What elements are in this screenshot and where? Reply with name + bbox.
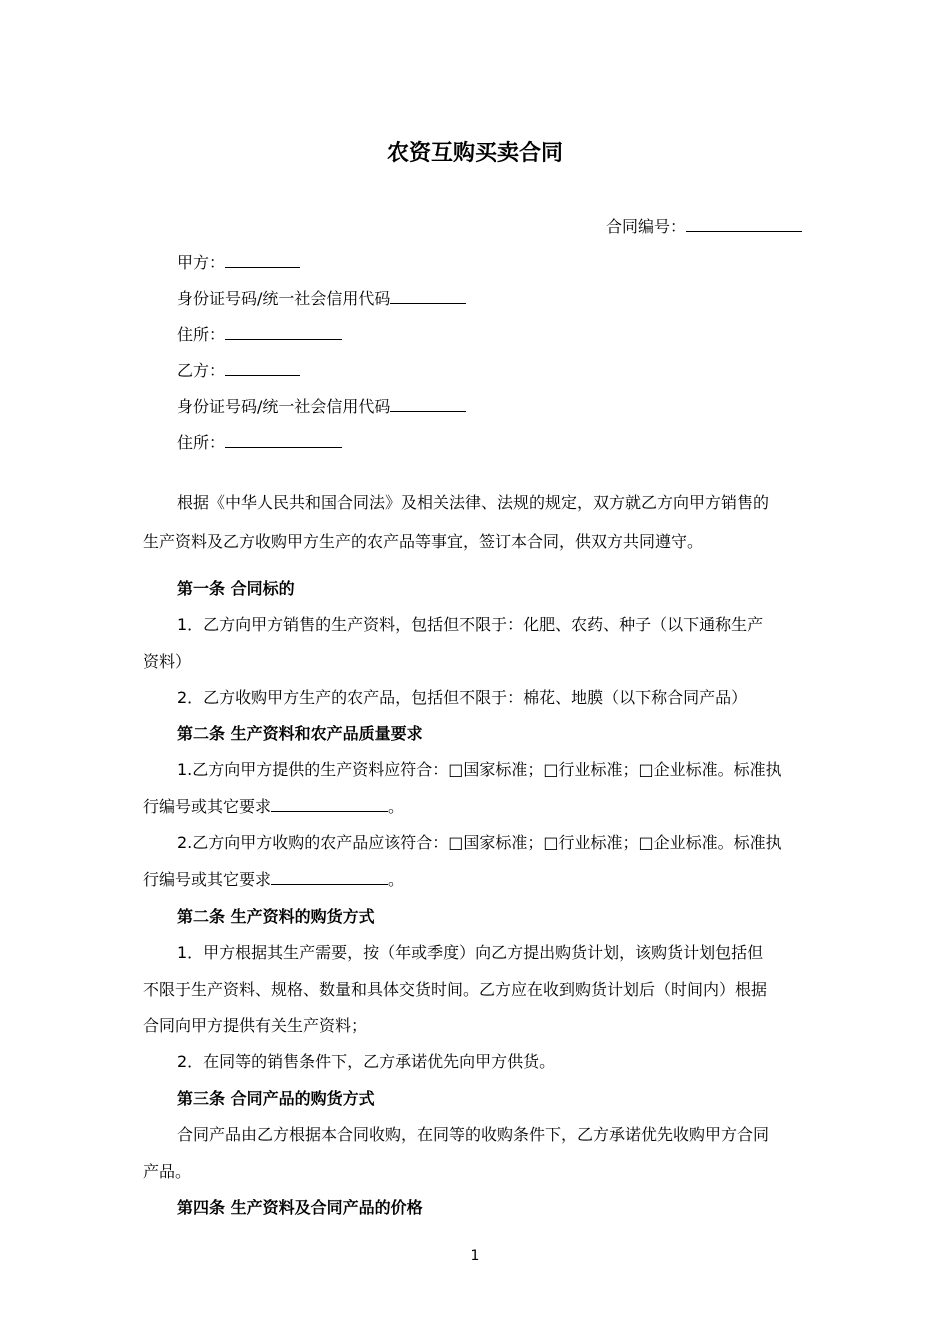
article-3-p2: 2．在同等的销售条件下，乙方承诺优先向甲方供货。 [177,1052,556,1071]
article-4-p1-line-1: 合同产品由乙方根据本合同收购，在同等的收购条件下，乙方承诺优先收购甲方合同 [177,1125,770,1144]
article-2-p1-text: 行编号或其它要求 [143,797,272,816]
page-number: 1 [470,1248,480,1264]
article-4-heading: 第三条 合同产品的购货方式 [177,1089,375,1108]
article-2-p2-line-2 [143,868,404,892]
party-a-address-blank[interactable] [225,323,342,340]
party-b-id-label: 身份证号码/统一社会信用代码 [177,397,391,416]
party-b-address [177,431,342,455]
party-b-address-blank[interactable] [225,431,342,448]
party-a-id-label: 身份证号码/统一社会信用代码 [177,289,391,308]
party-b-id-blank[interactable] [390,395,466,412]
party-b-id [177,395,466,419]
article-2-heading: 第二条 生产资料和农产品质量要求 [177,724,423,743]
article-2-p2-line-1: 2.乙方向甲方收购的农产品应该符合：□国家标准；□行业标准；□企业标准。标准执 [177,833,782,852]
article-2-p1-period: 。 [388,797,405,816]
contract-number-label: 合同编号： [606,217,687,236]
party-a-id [177,287,466,311]
party-a-blank[interactable] [225,251,300,268]
article-1-p2: 2．乙方收购甲方生产的农产品，包括但不限于：棉花、地膜（以下称合同产品） [177,688,748,707]
article-4-p1-line-2: 产品。 [143,1162,192,1181]
party-b-address-label: 住所： [177,433,226,452]
article-2-p1-line-2 [143,795,404,819]
party-b-blank[interactable] [225,359,300,376]
article-2-p1-line-1: 1.乙方向甲方提供的生产资料应符合：□国家标准；□行业标准；□企业标准。标准执 [177,760,782,779]
contract-number [606,215,802,239]
article-2-p1-blank[interactable] [271,795,388,812]
party-a-address-label: 住所： [177,325,226,344]
article-3-heading: 第二条 生产资料的购货方式 [177,907,375,926]
article-1-p1-line-2: 资料） [143,652,192,671]
article-1-heading: 第一条 合同标的 [177,579,295,598]
article-5-heading: 第四条 生产资料及合同产品的价格 [177,1198,423,1217]
document-title: 农资互购买卖合同 [386,141,563,166]
article-3-p1-line-2: 不限于生产资料、规格、数量和具体交货时间。乙方应在收到购货计划后（时间内）根据 [143,980,768,999]
party-a-address [177,323,342,347]
article-2-p2-blank[interactable] [271,868,388,885]
article-3-p1-line-3: 合同向甲方提供有关生产资料； [143,1016,368,1035]
article-1-p1-line-1: 1．乙方向甲方销售的生产资料，包括但不限于：化肥、农药、种子（以下通称生产 [177,615,764,634]
party-b [177,359,300,383]
party-a [177,251,300,275]
contract-number-blank[interactable] [686,215,802,232]
party-b-label: 乙方： [177,361,226,380]
article-2-p2-text: 行编号或其它要求 [143,870,272,889]
article-2-p2-period: 。 [388,870,405,889]
preamble-line-2: 生产资料及乙方收购甲方生产的农产品等事宜，签订本合同，供双方共同遵守。 [143,532,704,551]
preamble-line-1: 根据《中华人民共和国合同法》及相关法律、法规的规定，双方就乙方向甲方销售的 [177,493,770,512]
article-3-p1-line-1: 1．甲方根据其生产需要，按（年或季度）向乙方提出购货计划，该购货计划包括但 [177,943,764,962]
party-a-label: 甲方： [177,253,226,272]
party-a-id-blank[interactable] [390,287,466,304]
